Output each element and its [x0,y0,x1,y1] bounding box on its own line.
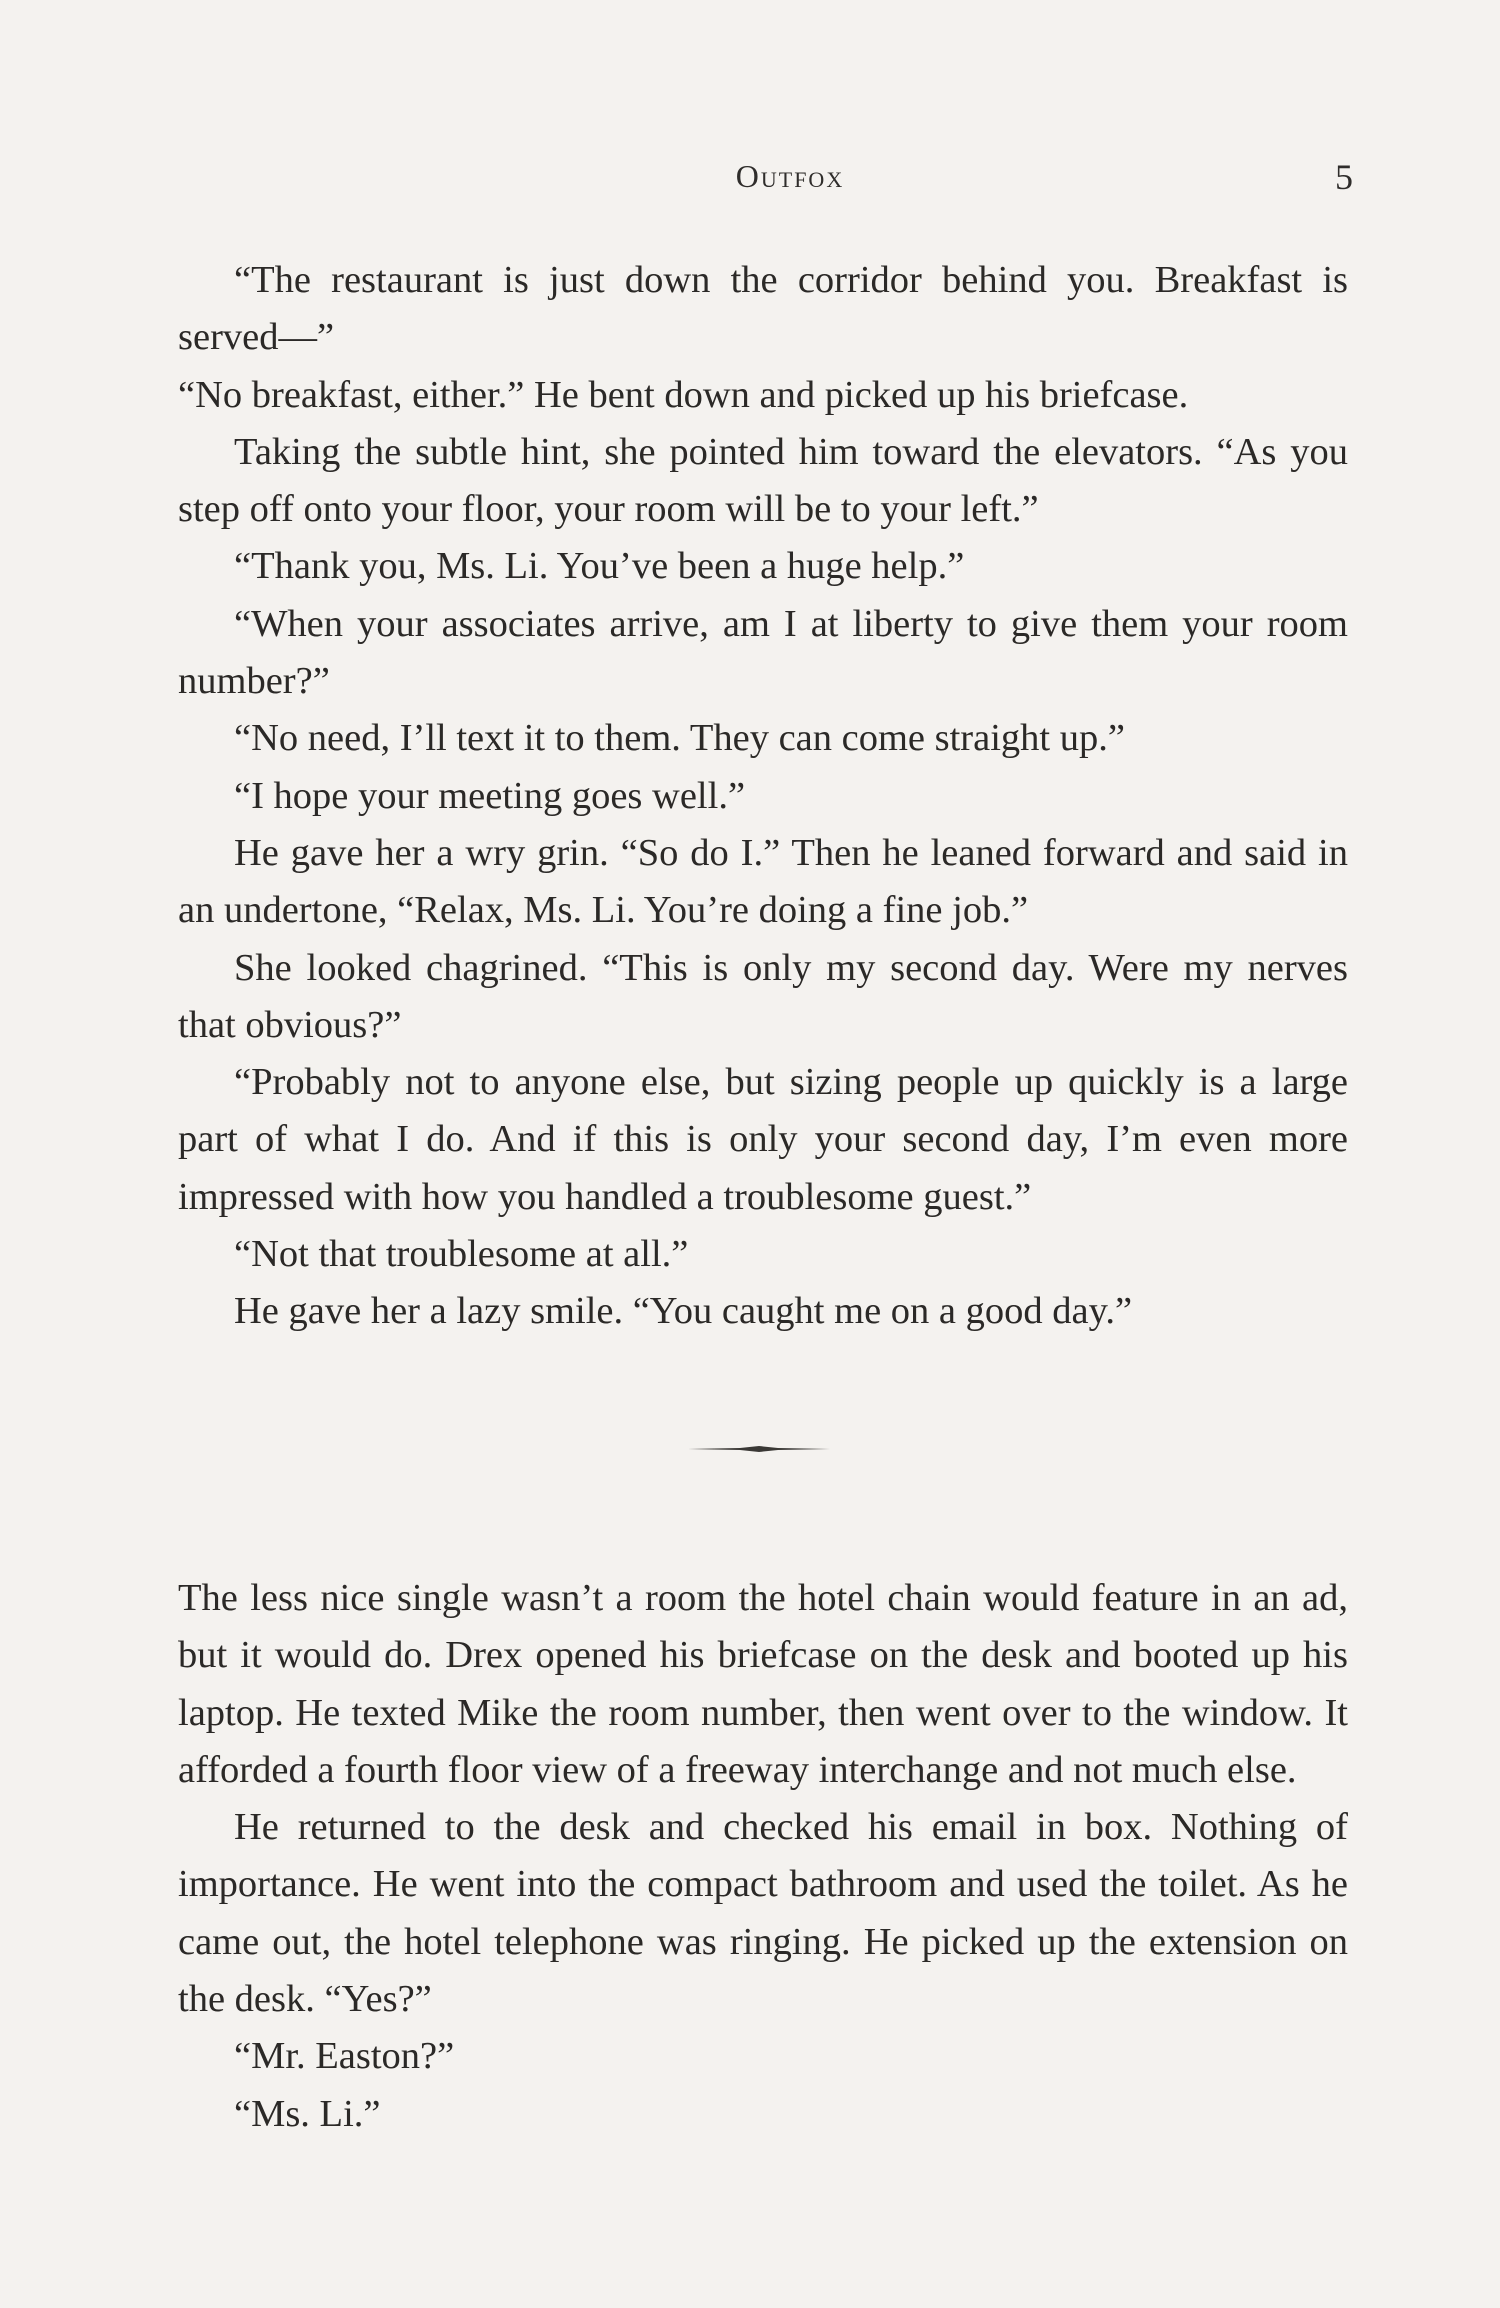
paragraph: “I hope your meeting goes well.” [234,774,746,817]
section-break-ornament-icon [688,1443,830,1455]
paragraph: The less nice single wasn’t a room the hotel chain would feature in an ad, but it would do. Drex opened his briefcase on the desk and booted up his laptop. He texted Mike the room number, then went over to the window. It afforded a fourth floor view of a freeway interchange and not much else. [178,1577,1348,1791]
paragraph: Taking the subtle hint, she pointed him toward the elevators. “As you step off onto your floor, your room will be to your left.” [178,430,1348,531]
section-one-text [178,252,1348,1341]
paragraph: “Ms. Li.” [234,2092,381,2135]
section-two-text [178,1570,1348,2143]
paragraph: He gave her a lazy smile. “You caught me on a good day.” [234,1290,1133,1333]
page-number: 5 [1335,157,1353,197]
paragraph: “Not that troublesome at all.” [234,1233,689,1276]
paragraph: “The restaurant is just down the corridor behind you. Breakfast is served—” [178,259,1348,359]
paragraph: “Thank you, Ms. Li. You’ve been a huge help.” [234,545,965,588]
paragraph: She looked chagrined. “This is only my second day. Were my nerves that obvious?” [178,946,1348,1046]
paragraph: He returned to the desk and checked his email in box. Nothing of importance. He went into the compact bathroom and used the toilet. As he came out, the hotel telephone was ringing. He picked up the extension on the desk. “Yes?” [178,1806,1348,2021]
paragraph: “No need, I’ll text it to them. They can come straight up.” [234,717,1125,760]
running-title: Outfox [735,158,845,194]
paragraph: “No breakfast, either.” He bent down and picked up his briefcase. [178,373,1189,416]
paragraph: He gave her a wry grin. “So do I.” Then he leaned forward and said in an undertone, “Relax, Ms. Li. You’re doing a fine job.” [178,831,1348,932]
running-head [0,158,1500,208]
paragraph: “Probably not to anyone else, but sizing people up quickly is a large part of what I do. And if this is only your second day, I’m even more impressed with how you handled a troublesome guest.” [178,1061,1348,1218]
paragraph: “Mr. Easton?” [234,2035,455,2078]
paragraph: “When your associates arrive, am I at liberty to give them your room number?” [178,602,1348,703]
